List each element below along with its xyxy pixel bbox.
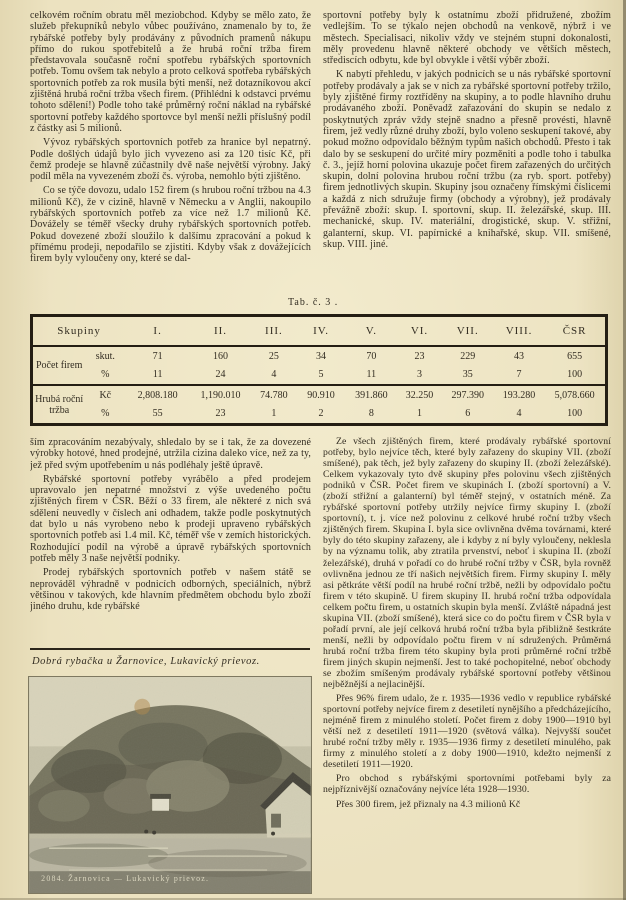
table-value-cell: 23: [414, 350, 425, 362]
table-value-cell: 25: [268, 350, 279, 362]
table-rowgroup-label: Hrubá roční tržba: [33, 385, 85, 423]
table-value-cell: 1: [271, 408, 277, 420]
table-value-cell: 193.280: [494, 385, 544, 405]
table-value-cell: 90.910: [297, 385, 345, 405]
paragraph: Přes 96% firem udalo, že r. 1935—1936 vedlo v republice rybářské sportovní potřeby nejvíce firem z desetiletí nynějšího a předcházejícího, nejméně firem z minulého století. Počet firem z doby 1900—1910 byl větší než z desetiletí 1911—1920 (světová válka). Nejvyšší součet hrubé roční tržby měly r. 1935—1936 firmy z desetiletí minulého, pak firmy z minulého století a z doby 1900—1910, kdežto nejmenší z desetiletí 1911—1920.: [323, 693, 611, 771]
table-value-cell: 160: [212, 350, 228, 362]
table-col-header: VIII.: [494, 317, 544, 346]
table-value-cell: 4: [271, 369, 277, 381]
paragraph: Prodej rybářských sportovních potřeb v našem státě se neprováděl výhradně v podnicích odborných, speciálních, nýbrž většinou v takových, kde hlavním předmětem obchodu bylo zboží jiného druhu, kde rybářské: [30, 567, 311, 613]
table-row: [33, 346, 605, 366]
table-value-cell: 100: [567, 408, 583, 420]
table-value-cell: 32.250: [398, 385, 442, 405]
photo-caption: Dobrá rybačka u Žarnovice, Lukavický prievoz.: [32, 656, 260, 667]
table-value-cell: 6: [465, 408, 471, 420]
paragraph: Vývoz rybářských sportovních potřeb za hranice byl nepatrný. Podle došlých údajů bylo jich vyvezeno asi za 120 tisíc Kč, při čemž prodeje se hlavně zúčastnily dvě naše největší výrobny. Jaký podíl měla na vyvezeném zboží čs. výroba, nemohlo býti zjištěno.: [30, 137, 311, 183]
table-value-cell: 100: [567, 369, 583, 381]
photo-zarnovica-landscape: [28, 676, 312, 894]
paragraph: ším zpracováním nezabývaly, shledalo by se i tak, že za dovezené výrobky hotové, hned prodejné, utržila cizina daleko více, než za ty, jež před svým upotřebením u nás podléhaly ještě úpravě.: [30, 437, 311, 471]
right-column-top: [323, 10, 611, 312]
paragraph: Pro obchod s rybářskými sportovními potřebami byly za nejpříznivější označovány nejvíce léta 1928—1930.: [323, 773, 611, 796]
table-value-cell: 34: [316, 350, 327, 362]
table-value-cell: 23: [215, 408, 226, 420]
table-rowgroup-label: Počet firem: [36, 360, 83, 372]
paragraph: K nabytí přehledu, v jakých podnicích se u nás rybářské sportovní potřeby prodávaly a jak se v nich za rybářské sportovní potřeby tržilo, byly zjištěné firmy roztříděny na skupiny, a to podle hlavního druhu prodávaného zboží. Poněvadž zařazování do skupin se nedalo z poskytnutých zpráv vždy stejně snadno a přesně provésti, hlavně firem, jež vedly různé druhy zboží, bylo voleno seskupení takové, aby pokud možno odpovídalo běžným typům našich obchodů. Přesto i tak dalo by se seskupení do určité míry pozměniti a podle toho i tabulka č. 3., jejíž horní polovina ukazuje počet firem zařazených do určitých skupin, dolní polovina hrubou roční tržbu (za ryb. sport. potřeby) firem jednotlivých skupin. Skupiny jsou označeny římskými číslicemi a každá z nich sdružuje firmy (obchody a výrobny), jež prodávaly převážně zboží: skup. I. sportovní, skup. II. železářské, skup. III. mechanické, skup. IV. materiální, drogistické, skup. V. střižní, galanterní, skup. VI. papírnické a knihařské, skup. VII. smíšené, skup. VIII. jiné.: [323, 69, 611, 250]
table-col-header: I.: [125, 317, 190, 346]
table-header-row: [33, 317, 605, 346]
paragraph: sportovní potřeby byly k ostatnímu zboží přidružené, zbožím vedlejším. To se týkalo nejen obchodů na venkově, nýbrž i ve městech. Specialisaci, nikoliv vždy ve stejném stupni dokonalosti, měly provedenu hlavně některé obchody ve větších městech, střediscích odbytu, kde byl obvykle i větší výběr zboží.: [323, 10, 611, 67]
photo-illustration: [29, 677, 311, 893]
table-value-cell: 297.390: [442, 385, 494, 405]
table-unit-cell: %: [101, 369, 110, 381]
table-col-header: II.: [190, 317, 251, 346]
table-value-cell: 2,808.180: [125, 385, 190, 405]
table-row: [33, 366, 605, 386]
table-col-header: VI.: [398, 317, 442, 346]
table-value-cell: 55: [152, 408, 163, 420]
table-value-cell: 655: [567, 350, 583, 362]
right-column-bottom: [323, 436, 611, 894]
table-value-cell: 1: [417, 408, 423, 420]
table-unit-cell: Kč: [85, 385, 125, 405]
table-value-cell: 3: [417, 369, 423, 381]
table-row: [33, 405, 605, 423]
table-col-header: IV.: [297, 317, 345, 346]
table-col-header: ČSR: [544, 317, 605, 346]
table-caption: Tab. č. 3 .: [288, 297, 339, 308]
table-group-header: Skupiny: [33, 317, 125, 346]
paragraph: Přes 300 firem, jež přiznaly na 4.3 milionů Kč: [336, 798, 521, 810]
paragraph: Co se týče dovozu, udalo 152 firem (s hrubou roční tržbou na 4.3 milionů Kč), že v cizině, hlavně v Německu a v Anglii, nakoupilo rybářských sportovních potřeb za více než 1.7 milionů Kč. Dovážely se téměř všecky druhy rybářských sportovních potřeb. Pokud dovezené zboží sloužilo k dalšímu zpracování a pokud k přímému prodeji, nepodařilo se zjistiti. Kdyby však z dovážejících firem byly vyloučeny ony, které se dal-: [30, 185, 311, 265]
table-value-cell: 229: [460, 350, 476, 362]
table-value-cell: 391.860: [345, 385, 397, 405]
table-value-cell: 5: [318, 369, 324, 381]
table-value-cell: 71: [152, 350, 163, 362]
caption-divider-rule: [30, 648, 310, 650]
table-body: [33, 346, 605, 423]
table-value-cell: 1,190.010: [190, 385, 251, 405]
table-value-cell: 43: [514, 350, 525, 362]
table-value-cell: 74.780: [251, 385, 297, 405]
table-value-cell: 5,078.660: [544, 385, 605, 405]
left-column-top: [30, 10, 311, 312]
table-col-header: III.: [251, 317, 297, 346]
table-value-cell: 70: [366, 350, 377, 362]
left-column-bottom: [30, 437, 311, 645]
groups-table: [30, 314, 608, 426]
table-value-cell: 7: [516, 369, 522, 381]
paragraph: celkovém ročním obratu měl meziobchod. Kdyby se mělo zato, že služeb překupníků nebylo vůbec používáno, znamenalo by to, že rybářské potřeby byly prodávány z původních pramenů nákupu přímo do rukou spotřebitelů a že hrubá roční tržba firem představovala současně roční spotřebu rybářských sportovních potřeb. Tomu ovšem tak nebylo a proto celková spotřeba rybářských sportovních potřeb za rok musila býti menší, než dotazníkovou akcí zjištěná hrubá roční tržba všech firem. (Přihlédni k odstavci prvému tohoto sdělení!) Podle toho také průměrný roční náklad na rybářské sportovní potřeby každého sportovce byl menší nežli příslušný podíl z částky asi 5 milionů.: [30, 10, 311, 134]
table-value-cell: 11: [152, 369, 163, 381]
table-value-cell: 11: [366, 369, 377, 381]
table-unit-cell: %: [101, 408, 110, 420]
table-unit-cell: skut.: [95, 350, 115, 362]
table-value-cell: 24: [215, 369, 226, 381]
table-value-cell: 8: [368, 408, 374, 420]
table-value-cell: 35: [462, 369, 473, 381]
table-col-header: VII.: [442, 317, 494, 346]
table-col-header: V.: [345, 317, 397, 346]
paragraph: Ze všech zjištěných firem, které prodávaly rybářské sportovní potřeby, bylo nejvíce těch, které byly zařazeny do skupiny VII. (zboží smíšené), pak těch, jež byly zařazeny do skupiny II. (zboží železářské). Celkem vykazovaly tyto dvě skupiny přes polovinu všech zjištěných podniků v ČSR. Počet firem ve skupinách I. (zboží sportovní) a V. (zboží střižní a galanterní) byl téměř stejný, v ostatních méně. Za rybářské sportovní potřeby utržily nejvíce firmy skupiny I. (zboží sportovní), t. j. více než polovinu z celkové hrubé roční tržby všech zjištěných firem. Skupina I. byla sice ovlivněna dvěma továrnami, které byly do této skupiny zařazeny, ale i kdyby z ní byly vyloučeny, neklesla by na významu tolik, aby ztratila prvenství, neboť i skupina II. (zboží železářské), druhá v pořadí co do hrubé roční tržby v ČSR, byla rovněž ovlivněna jednou ze tří našich největších firem. Firmy skupiny I. měly asi pětkráte větší podíl na hrubé roční tržbě, nežli by odpovídalo počtu firem v této skupině. U firem skupiny II. hrubá roční tržba odpovídala celkem počtu firem, u ostatních skupin byla menší. Zvláště nápadná jest skupina VII. (zboží smíšené), která sice co do počtu firem v ČSR byla v pořadí první, ale její celková hrubá roční tržba byla přibližně šestkráte menší, nežli by odpovídalo počtu firem v ní sdružených. Průměrná hrubá roční tržba firem této skupiny byla proti průměrné roční tržbě firem jiných skupin nejmenší. Jest to také pochopitelné, neboť obchody se zbožím smíšeným prodávaly rybářské sportovní potřeby většinou nejběžnější a nejlacinější.: [323, 436, 611, 691]
table-row: [33, 385, 605, 405]
groups-data-table: [33, 317, 605, 423]
table-value-cell: 2: [318, 408, 324, 420]
paragraph: Rybářské sportovní potřeby vyrábělo a před prodejem upravovalo jen nepatrné množství z výše uvedeného počtu zjištěných firem v ČSR. Běží o 33 firem, ale některé z nich svá sdělení neuvedly v číslech ani odhadem, takže podle poskytnutých dat bylo u nás vyrobeno nebo k prodeji upraveno rybářských sportovních potřeb asi 1.4 mil. Kč, téměř vše v zemích historických. Rozhodující podíl na výrobě a úpravě rybářských sportovních potřeb měly 3 naše největší podniky.: [30, 473, 311, 564]
table-value-cell: 4: [516, 408, 522, 420]
